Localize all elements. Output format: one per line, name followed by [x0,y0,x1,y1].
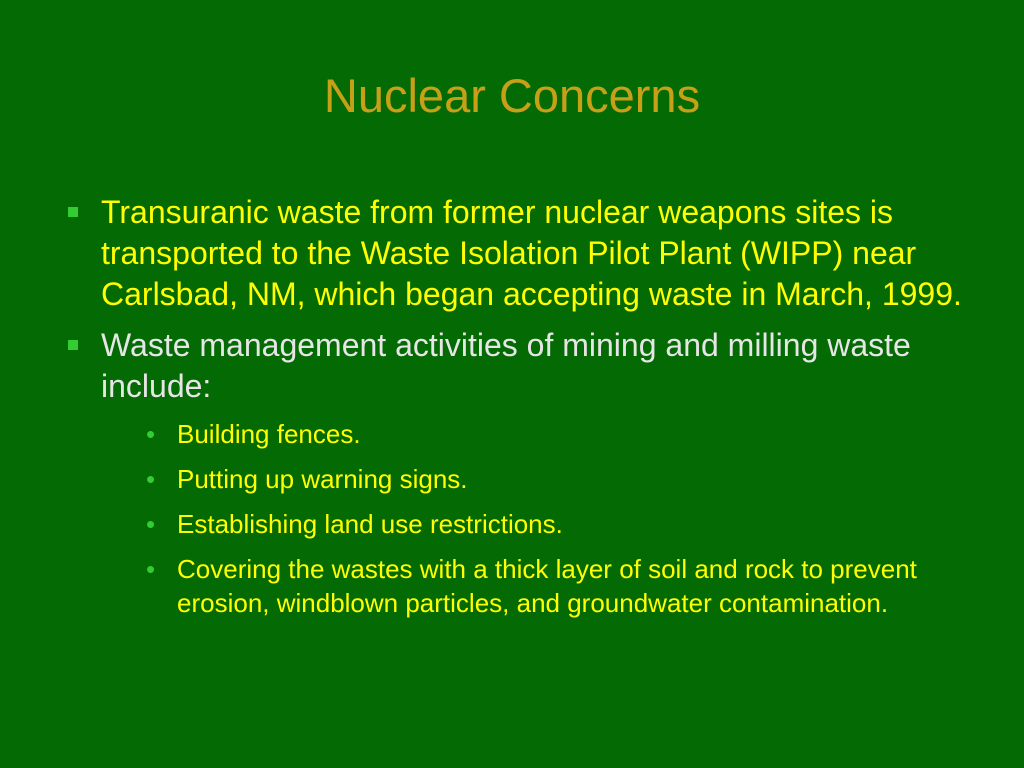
slide-title: Nuclear Concerns [323,69,701,122]
sub-bullet-text: Putting up warning signs. [177,464,468,494]
sub-bullet-text: Building fences. [177,419,361,449]
dot-bullet-icon: • [146,509,156,539]
sub-bullet-covering-wastes [146,552,974,620]
bullet-transuranic-waste [64,192,974,315]
sub-bullet-building-fences [146,417,974,451]
dot-bullet-icon: • [146,554,156,584]
dot-bullet-icon: • [146,464,156,494]
sub-bullet-text: Covering the wastes with a thick layer of soil and rock to prevent erosion, windblown particles, and groundwater contamination. [177,554,917,618]
sub-bullet-list [146,417,974,620]
sub-bullet-warning-signs [146,462,974,496]
bullet-waste-management [64,325,974,407]
square-bullet-icon [68,207,78,217]
square-bullet-icon [68,340,78,350]
sub-bullet-land-use [146,507,974,541]
slide-body [64,192,974,631]
bullet-text: Waste management activities of mining and milling waste include: [101,327,911,404]
dot-bullet-icon: • [146,419,156,449]
bullet-text: Transuranic waste from former nuclear weapons sites is transported to the Waste Isolation Pilot Plant (WIPP) near Carlsbad, NM, which began accepting waste in March, 1999. [101,194,962,312]
sub-bullet-text: Establishing land use restrictions. [177,509,563,539]
